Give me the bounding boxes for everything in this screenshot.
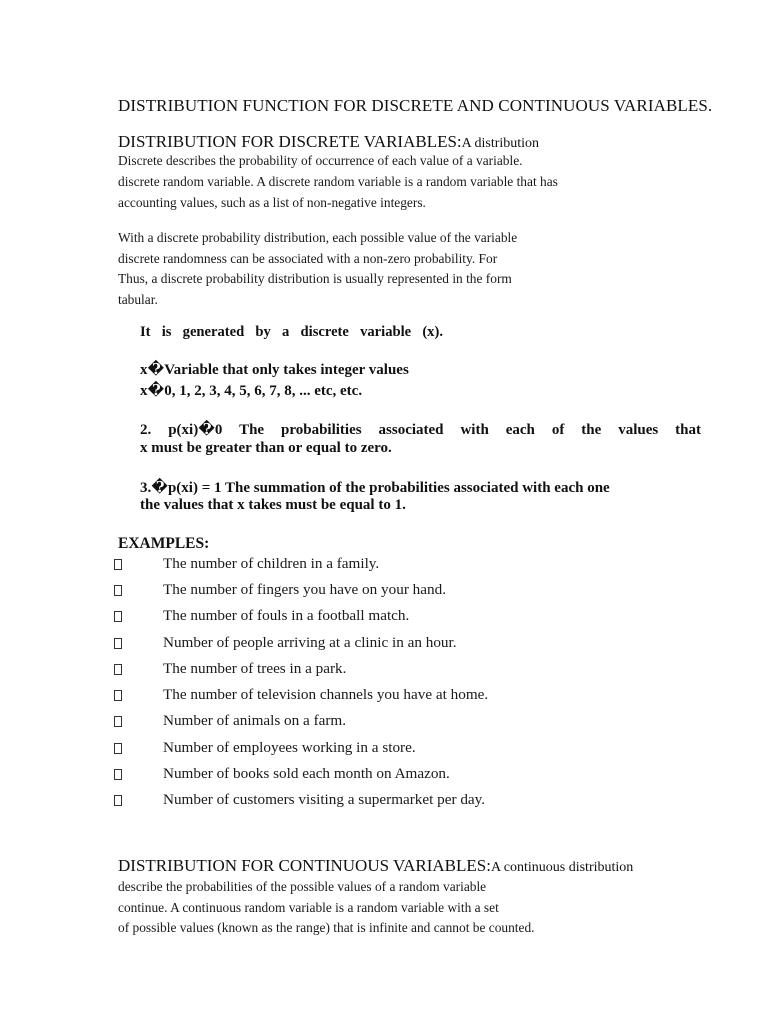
rule3-line: the values that x takes must be equal to 1. [140, 497, 406, 513]
continuous-heading-label: DISTRIBUTION FOR CONTINUOUS VARIABLES: [118, 856, 491, 875]
discrete-para2-line: With a discrete probability distribution, each possible value of the variable [118, 230, 518, 245]
missing-glyph-bullet-icon [114, 795, 122, 806]
missing-glyph-bullet-icon [114, 638, 122, 649]
discrete-heading-run: A distribution [461, 136, 540, 151]
discrete-para2-line: Thus, a discrete probability distribution is usually represented in the form [118, 271, 512, 286]
missing-glyph-bullet-icon [114, 716, 122, 727]
missing-glyph-bullet-icon [114, 585, 122, 596]
continuous-heading-run: A continuous distribution [490, 860, 634, 875]
list-item-text: Number of animals on a farm. [163, 712, 347, 729]
list-item-text: The number of fingers you have on your hand. [163, 581, 447, 598]
missing-glyph-bullet-icon [114, 769, 122, 780]
discrete-heading-label: DISTRIBUTION FOR DISCRETE VARIABLES: [118, 132, 462, 151]
rule1-line: x�0, 1, 2, 3, 4, 5, 6, 7, 8, ... etc, etc. [140, 383, 363, 399]
list-item-text: The number of television channels you have at home. [163, 686, 489, 703]
rule3-line: 3.�p(xi) = 1 The summation of the probabilities associated with each one [140, 480, 610, 496]
page-title: DISTRIBUTION FUNCTION FOR DISCRETE AND CONTINUOUS VARIABLES. [118, 96, 713, 115]
missing-glyph-bullet-icon [114, 743, 122, 754]
list-item-text: Number of people arriving at a clinic in an hour. [163, 634, 457, 651]
discrete-para1-line: discrete random variable. A discrete random variable is a random variable that has [118, 174, 558, 189]
discrete-heading [118, 132, 539, 152]
list-item-text: The number of trees in a park. [163, 660, 347, 677]
generated-statement: It is generated by a discrete variable (x). [140, 324, 443, 340]
discrete-para1-line: Discrete describes the probability of occurrence of each value of a variable. [118, 153, 523, 168]
missing-glyph-bullet-icon [114, 690, 122, 701]
list-item-text: The number of fouls in a football match. [163, 607, 410, 624]
missing-glyph-bullet-icon [114, 611, 122, 622]
continuous-line: continue. A continuous random variable is a random variable with a set [118, 900, 499, 915]
discrete-para2-line: discrete randomness can be associated with a non-zero probability. For [118, 251, 498, 266]
continuous-heading [118, 856, 633, 876]
examples-heading: EXAMPLES: [118, 535, 210, 552]
list-item-text: Number of employees working in a store. [163, 739, 416, 756]
rule2-line: 2. p(xi)�0 The probabilities associated with each of the values that [140, 422, 701, 438]
list-item-text: The number of children in a family. [163, 555, 380, 572]
rule2-line: x must be greater than or equal to zero. [140, 440, 392, 456]
continuous-line: of possible values (known as the range) that is infinite and cannot be counted. [118, 920, 535, 935]
missing-glyph-bullet-icon [114, 559, 122, 570]
list-item-text: Number of books sold each month on Amazon. [163, 765, 450, 782]
discrete-para2-line: tabular. [118, 292, 158, 307]
list-item-text: Number of customers visiting a supermarket per day. [163, 791, 486, 808]
rule1-line: x�Variable that only takes integer values [140, 362, 409, 378]
discrete-para1-line: accounting values, such as a list of non-negative integers. [118, 195, 426, 210]
continuous-line: describe the probabilities of the possible values of a random variable [118, 879, 487, 894]
missing-glyph-bullet-icon [114, 664, 122, 675]
